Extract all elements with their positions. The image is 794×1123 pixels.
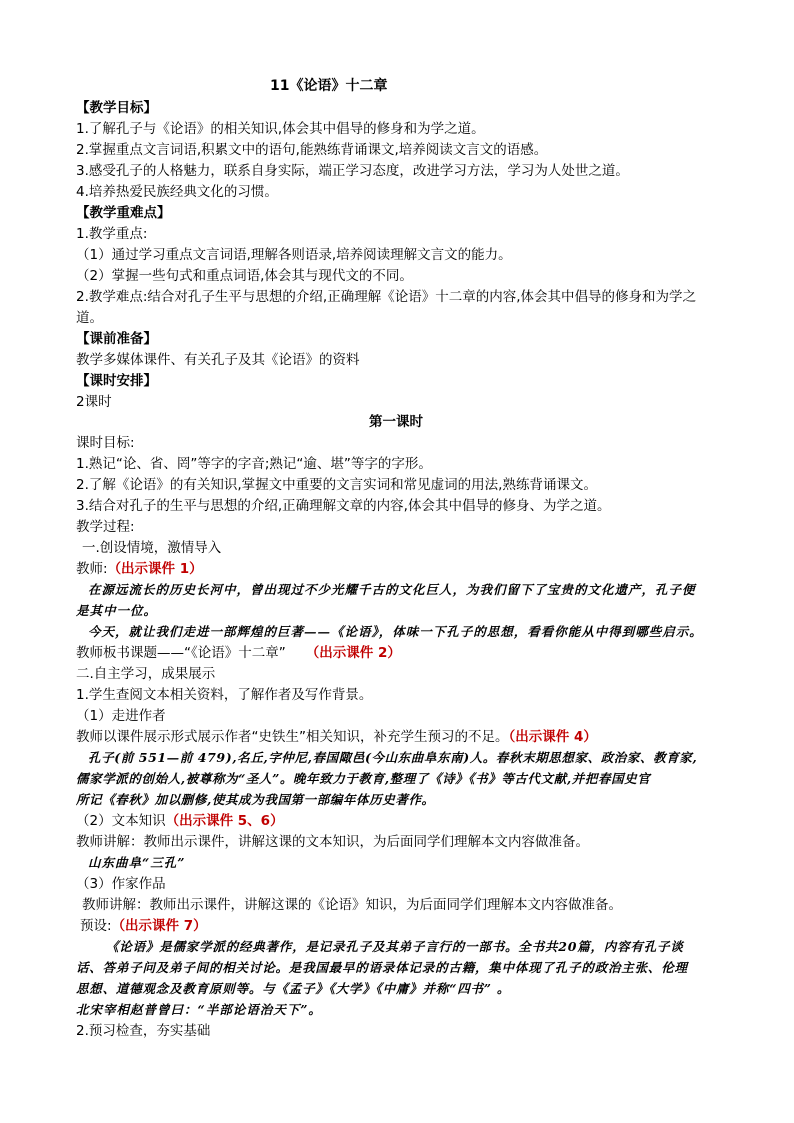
- lesson-goals-label: 课时目标:: [76, 435, 135, 451]
- intro-paragraph-line: 今天，就让我们走进一部辉煌的巨著——《论语》，体味一下孔子的思想，看看你能从中得到哪些启示。: [88, 624, 703, 639]
- lunyu-paragraph-line: 思想、道德观念及教育原则等。与《孟子》《大学》《中庸》并称“四书” 。: [76, 981, 511, 996]
- confucius-bio-line: 孔子(前 551—前 479),名丘,字仲尼,春国陬邑(今山东曲阜东南)人。春秋末期思想家、政治家、教育家,: [88, 750, 698, 765]
- page-title: 11《论语》十二章: [270, 78, 388, 94]
- teacher-label: 教师:: [76, 561, 108, 577]
- text-heading-line: [76, 811, 284, 831]
- intro-paragraph-line: 是其中一位。: [76, 603, 158, 618]
- lesson-title: 第一课时: [369, 414, 423, 430]
- key-point-item: （1）通过学习重点文言词语,理解各则语录,培养阅读理解文言文的能力。: [76, 247, 512, 263]
- goal-item: 3.感受孔子的人格魅力，联系自身实际，端正学习态度，改进学习方法，学习为人处世之道。: [76, 163, 629, 179]
- courseware-tag: （出示课件 5、6）: [165, 813, 284, 829]
- step-heading: 二.自主学习，成果展示: [76, 666, 216, 682]
- courseware-tag: （出示课件 7）: [111, 918, 207, 934]
- preset-label: 预设:: [80, 918, 112, 934]
- step-item: 1.学生查阅文本相关资料，了解作者及写作背景。: [76, 687, 373, 703]
- lunyu-paragraph-line: 《论语》是儒家学派的经典著作，是记录孔子及其弟子言行的一部书。全书共20篇，内容有孔子谈: [106, 939, 684, 954]
- step-item: 2.预习检查，夯实基础: [76, 1023, 211, 1039]
- lesson-goal-item: 2.了解《论语》的有关知识,掌握文中重要的文言实词和常见虚词的用法,熟练背诵课文。: [76, 477, 597, 493]
- intro-paragraph-line: 在源远流长的历史长河中，曾出现过不少光耀千古的文化巨人，为我们留下了宝贵的文化遗产，孔子便: [88, 582, 696, 597]
- zhaopu-quote: 北宋宰相赵普曾曰：“半部论语治天下”。: [76, 1002, 322, 1017]
- goals-header: 【教学目标】: [76, 100, 157, 116]
- sankong-caption: 山东曲阜“三孔”: [88, 855, 186, 870]
- board-title: 教师板书课题——“《论语》十二章”: [76, 645, 286, 661]
- key-point-label: 1.教学重点:: [76, 226, 148, 242]
- schedule-header: 【课时安排】: [76, 373, 157, 389]
- courseware-tag: （出示课件 2）: [305, 645, 401, 661]
- process-label: 教学过程:: [76, 519, 135, 535]
- key-point-item: （2）掌握一些句式和重点词语,体会其与现代文的不同。: [76, 268, 413, 284]
- courseware-tag: （出示课件 4）: [508, 729, 597, 745]
- lesson-goal-item: 3.结合对孔子的生平与思想的介绍,正确理解文章的内容,体会其中倡导的修身、为学之道。: [76, 498, 611, 514]
- author-text-line: [76, 727, 597, 747]
- board-title-line: [76, 643, 401, 663]
- goal-item: 2.掌握重点文言词语,积累文中的语句,能熟练背诵课文,培养阅读文言文的语感。: [76, 142, 548, 158]
- sub-heading: （3）作家作品: [76, 876, 166, 892]
- sub-heading: （1）走进作者: [76, 708, 166, 724]
- works-explain: 教师讲解：教师出示课件，讲解这课的《论语》知识，为后面同学们理解本文内容做准备。: [82, 897, 622, 913]
- difficulty-line: 2.教学难点:结合对孔子生平与思想的介绍,正确理解《论语》十二章的内容,体会其中倡导的修身和为学之: [76, 289, 697, 305]
- courseware-tag: （出示课件 1）: [107, 561, 203, 577]
- confucius-bio-line: 儒家学派的创始人,被尊称为“圣人”。晚年致力于教育,整理了《诗》《书》等古代文献,并把春国史官: [76, 771, 651, 786]
- step-heading: 一.创设情境，激情导入: [82, 540, 222, 556]
- teacher-line: [76, 559, 203, 579]
- confucius-bio-line: 所记《春秋》加以删修,使其成为我国第一部编年体历史著作。: [76, 792, 435, 807]
- lunyu-paragraph-line: 话、答弟子问及弟子间的相关讨论。是我国最早的语录体记录的古籍，集中体现了孔子的政治主张、伦理: [76, 960, 688, 975]
- prep-text: 教学多媒体课件、有关孔子及其《论语》的资料: [76, 352, 360, 368]
- key-header: 【教学重难点】: [76, 205, 171, 221]
- goal-item: 1.了解孔子与《论语》的相关知识,体会其中倡导的修身和为学之道。: [76, 121, 485, 137]
- text-explain: 教师讲解：教师出示课件，讲解这课的文本知识，为后面同学们理解本文内容做准备。: [76, 834, 589, 850]
- prep-header: 【课前准备】: [76, 331, 157, 347]
- author-text: 教师以课件展示形式展示作者“史铁生”相关知识，补充学生预习的不足。: [76, 729, 509, 745]
- lesson-goal-item: 1.熟记“论、省、罔”等字的字音;熟记“逾、堪”等字的字形。: [76, 456, 432, 472]
- difficulty-line: 道。: [76, 310, 103, 326]
- preset-line: [80, 916, 207, 936]
- goal-item: 4.培养热爱民族经典文化的习惯。: [76, 184, 278, 200]
- schedule-text: 2课时: [76, 394, 112, 410]
- sub-heading: （2）文本知识: [76, 813, 166, 829]
